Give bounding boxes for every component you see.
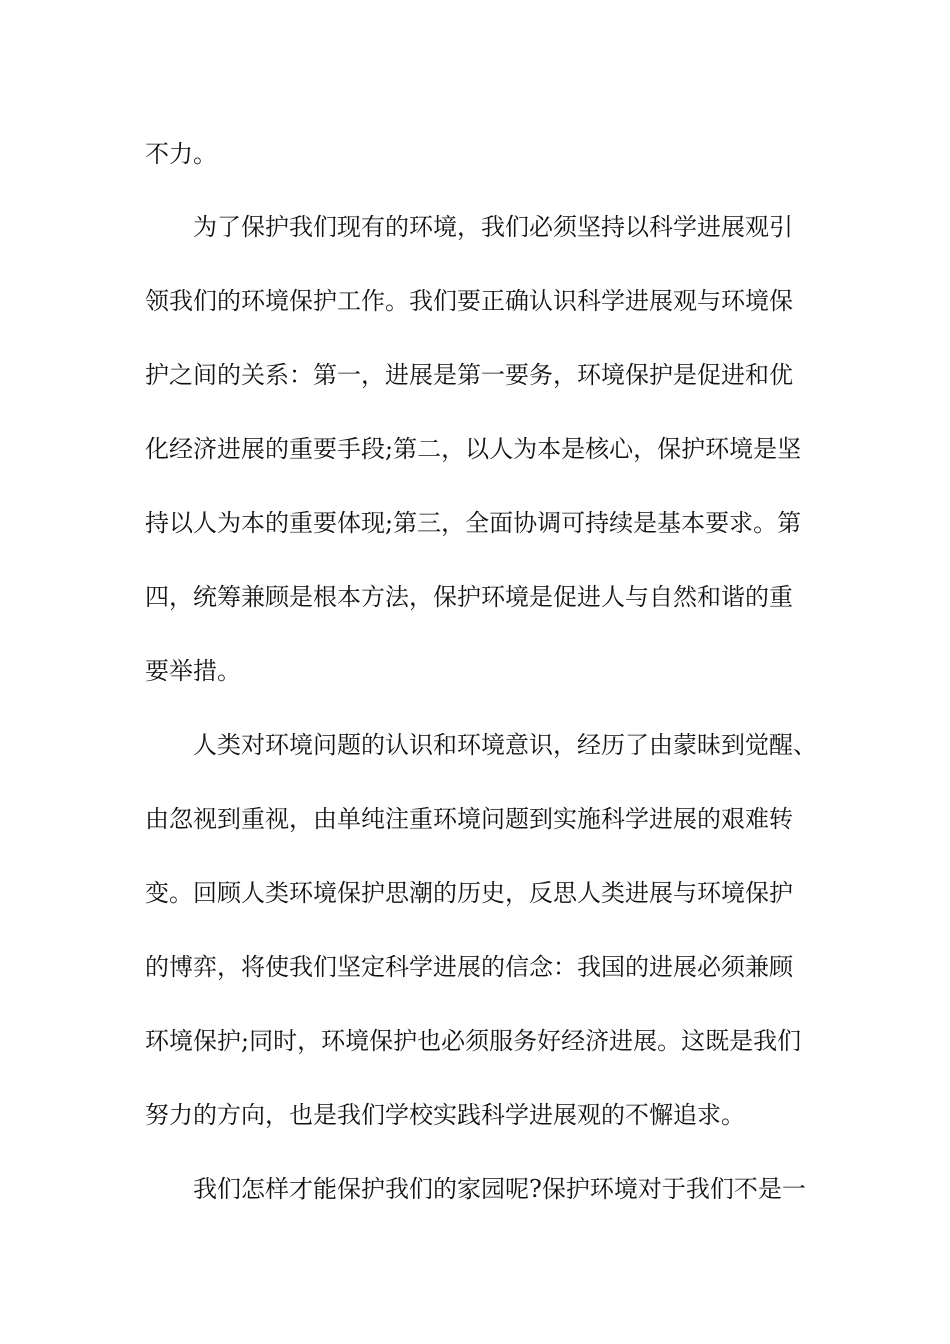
text-line: 环境保护;同时，环境保护也必须服务好经济进展。这既是我们 bbox=[145, 1027, 802, 1055]
text-line: 化经济进展的重要手段;第二，以人为本是核心，保护环境是坚 bbox=[145, 435, 802, 463]
text-line: 变。回顾人类环境保护思潮的历史，反思人类进展与环境保护 bbox=[145, 879, 793, 907]
paragraph-first-line: 人类对环境问题的认识和环境意识，经历了由蒙昧到觉醒、 bbox=[193, 731, 817, 759]
text-line: 由忽视到重视，由单纯注重环境问题到实施科学进展的艰难转 bbox=[145, 805, 793, 833]
text-line: 护之间的关系：第一，进展是第一要务，环境保护是促进和优 bbox=[145, 361, 793, 389]
text-line: 要举措。 bbox=[145, 657, 241, 685]
paragraph-first-line: 我们怎样才能保护我们的家园呢?保护环境对于我们不是一 bbox=[193, 1175, 806, 1203]
text-line: 不力。 bbox=[145, 140, 217, 168]
text-line: 努力的方向，也是我们学校实践科学进展观的不懈追求。 bbox=[145, 1101, 745, 1129]
text-line: 领我们的环境保护工作。我们要正确认识科学进展观与环境保 bbox=[145, 287, 793, 315]
paragraph-first-line: 为了保护我们现有的环境，我们必须坚持以科学进展观引 bbox=[193, 213, 793, 241]
text-line: 持以人为本的重要体现;第三，全面协调可持续是基本要求。第 bbox=[145, 509, 802, 537]
text-line: 四，统筹兼顾是根本方法，保护环境是促进人与自然和谐的重 bbox=[145, 583, 793, 611]
text-line: 的博弈，将使我们坚定科学进展的信念：我国的进展必须兼顾 bbox=[145, 953, 793, 981]
